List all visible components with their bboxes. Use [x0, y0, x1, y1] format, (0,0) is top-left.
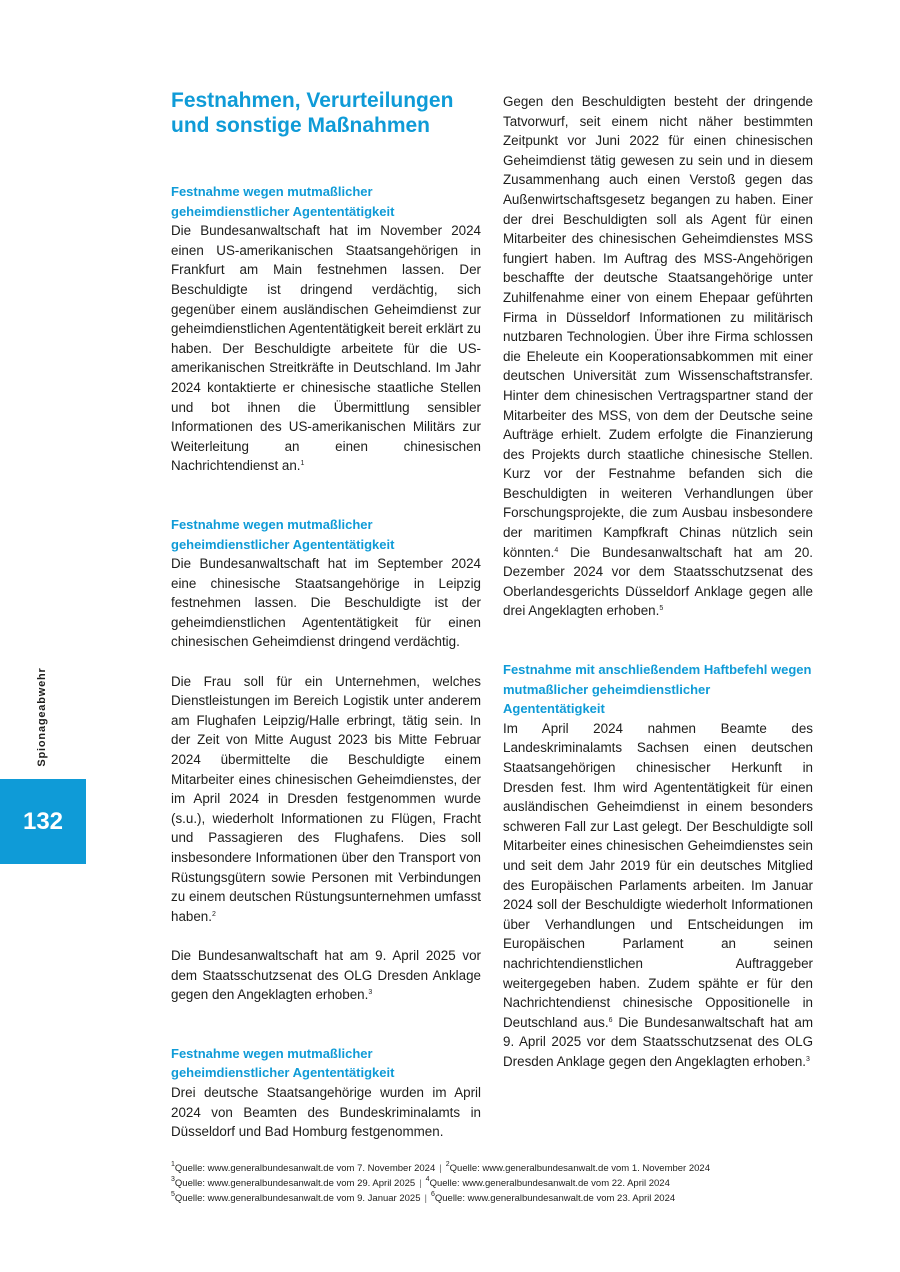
section-1-paragraph: Die Bundesanwaltschaft hat im November 2024 einen US-amerikanischen Staatsangehörigen in Frankfurt am Main festnehmen lassen. Der Beschuldigte ist dringend verdächtig, sich gegenüber einem ausländischen Geheimdienst zur geheimdienstlichen Agententätigkeit bereit erklärt zu haben. Der Beschuldigte arbeitete für die US-amerikanischen Streitkräfte in Deutschland. Im Jahr 2024 kontaktierte er chinesische staatliche Stellen und bot ihnen die Übermittlung sensibler Informationen des US-amerikanischen Militärs zur Weiterleitung an einen chinesischen Nachrichtendienst an.$^1$: [171, 223, 481, 474]
section-2-title: Festnahme wegen mutmaßlicher geheimdienstlicher Agententätigkeit: [171, 516, 395, 552]
section-2-paragraph-1: Die Bundesanwaltschaft hat im September 2024 eine chinesische Staatsangehörige in Leipzig festnehmen lassen. Die Beschuldigte ist der geheimdienstlichen Agententätigkeit für einen chinesischen Geheimdienst dringend verdächtig.: [171, 556, 481, 650]
section-4-paragraph: Im April 2024 nahmen Beamte des Landeskriminalamts Sachsen einen deutschen Staatsangehörigen chinesischer Herkunft in Dresden fest. Ihm wird Agententätigkeit für einen ausländischen Geheimdienst in einem besonders schweren Fall zur Last gelegt. Der Beschuldigte soll Mitarbeiter eines chinesischen Geheimdienstes sein und seit dem Jahr 2019 für ein deutsches Mitglied des Europäischen Parlaments arbeiten. Im Januar 2024 soll der Beschuldigte wiederholt Informationen über Verhandlungen und Entscheidungen im Europäischen Parlament an seinen nachrichtendienstlichen Auftraggeber weitergegeben haben. Zudem spähte er für den Nachrichtendienst chinesische Oppositionelle in Deutschland aus.$^6$ Die Bundesanwaltschaft hat am 9. April 2025 vor dem Staatsschutzsenat des OLG Dresden Anklage gegen den Angeklagten erhoben.$^3$: [503, 720, 813, 1069]
section-1-title: Festnahme wegen mutmaßlicher geheimdienstlicher Agententätigkeit: [171, 184, 395, 219]
footnote-ref: 4: [554, 546, 559, 554]
footnote-ref: 3: [368, 989, 373, 997]
section-2-paragraph-3: Die Bundesanwaltschaft hat am 9. April 2025 vor dem Staatsschutzsenat des OLG Dresden Anklage gegen den Angeklagten erhoben.$^3$: [171, 947, 481, 1003]
section-4-title: Festnahme mit anschließendem Haftbefehl wegen mutmaßlicher geheimdienstlicher Agententätigkeit: [503, 662, 812, 717]
footnote-ref: 6: [608, 1016, 613, 1024]
section-3-continuation: Gegen den Beschuldigten besteht der dringende Tatvorwurf, seit einem nicht näher bestimmten Zeitpunkt vor Juni 2022 für einen chinesischen Geheimdienst tätig gewesen zu sein und in diesem Zusammenhang auch einen Verstoß gegen das Außenwirtschaftsgesetz begangen zu haben. Einer der drei Beschuldigten soll als Agent für einen Mitarbeiter des chinesischen Geheimdienstes MSS fungiert haben. Im Auftrag des MSS-Angehörigen beschaffte der deutsche Staatsangehörige unter Zuhilfenahme einer von einem Ehepaar geführten Firma in Düsseldorf Informationen zu militärisch nutzbaren Technologien. Über ihre Firma schlossen die Eheleute ein Kooperationsabkommen mit einer deutschen Universität zum Wissenschaftstransfer. Hinter dem chinesischen Vertragspartner stand der Mitarbeiter des MSS, von dem der Deutsche seine Aufträge erhielt. Zudem erfolgte die Finanzierung des Projekts durch staatliche chinesische Stellen. Kurz vor der Festnahme befanden sich die Beschuldigten in weiteren Verhandlungen über Forschungsprojekte, die zum Ausbau insbesondere der maritimen Kampfkraft Chinas nützlich sein könnten.$^4$ Die Bundesanwaltschaft hat am 20. Dezember 2024 vor dem Staatsschutzsenat des Oberlandesgerichts Düsseldorf Anklage gegen alle drei Angeklagten erhoben.$^5$: [503, 94, 813, 619]
section-3-title: Festnahme wegen mutmaßlicher geheimdienstlicher Agententätigkeit: [171, 1045, 395, 1081]
footnote-ref: 5: [659, 605, 664, 613]
footnote-line: $^5$Quelle: www.generalbundesanwalt.de vom 9. Januar 2025 | $^6$Quelle: www.generalbundesanwalt.de vom 23. April 2024: [171, 1191, 676, 1204]
footnotes: [171, 1161, 811, 1206]
right-column: [503, 92, 813, 1072]
left-column: [171, 88, 481, 1142]
footnote-ref: 2: [211, 910, 216, 918]
section-2-paragraph-2: Die Frau soll für ein Unternehmen, welches Dienstleistungen im Bereich Logistik unter anderem am Flughafen Leipzig/Halle erbringt, tätig sein. In der Zeit von Mitte August 2023 bis Mitte Februar 2024 übermittelte die Beschuldigte einem Mitarbeiter eines chinesischen Geheimdienstes, der im April 2024 in Dresden festgenommen wurde (s.u.), wiederholt Informationen zu Flügen, Fracht und Passagieren des Flughafens. Dies soll insbesondere Informationen über den Transport von Rüstungsgütern sowie Personen mit Verbindungen zu einem deutschen Rüstungsunternehmen umfasst haben.$^2$: [171, 673, 481, 924]
footnote-line: $^3$Quelle: www.generalbundesanwalt.de vom 29. April 2025 | $^4$Quelle: www.generalbundesanwalt.de vom 22. April 2024: [171, 1176, 670, 1189]
section-label: [35, 667, 49, 767]
footnote-ref: 1: [300, 460, 305, 468]
page-number: 132: [22, 807, 64, 835]
page-number-box: [0, 779, 86, 864]
section-label-text: Spionageabwehr: [36, 667, 48, 767]
page-title: Festnahmen, Verurteilungen und sonstige Maßnahmen: [171, 89, 454, 137]
footnote-line: $^1$Quelle: www.generalbundesanwalt.de vom 7. November 2024 | $^2$Quelle: www.generalbundesanwalt.de vom 1. November 2024: [171, 1161, 710, 1174]
section-3-paragraph: Drei deutsche Staatsangehörige wurden im April 2024 von Beamten des Bundeskriminalamts in Düsseldorf und Bad Homburg festgenommen.: [171, 1084, 481, 1140]
footnote-ref: 3: [806, 1055, 810, 1063]
